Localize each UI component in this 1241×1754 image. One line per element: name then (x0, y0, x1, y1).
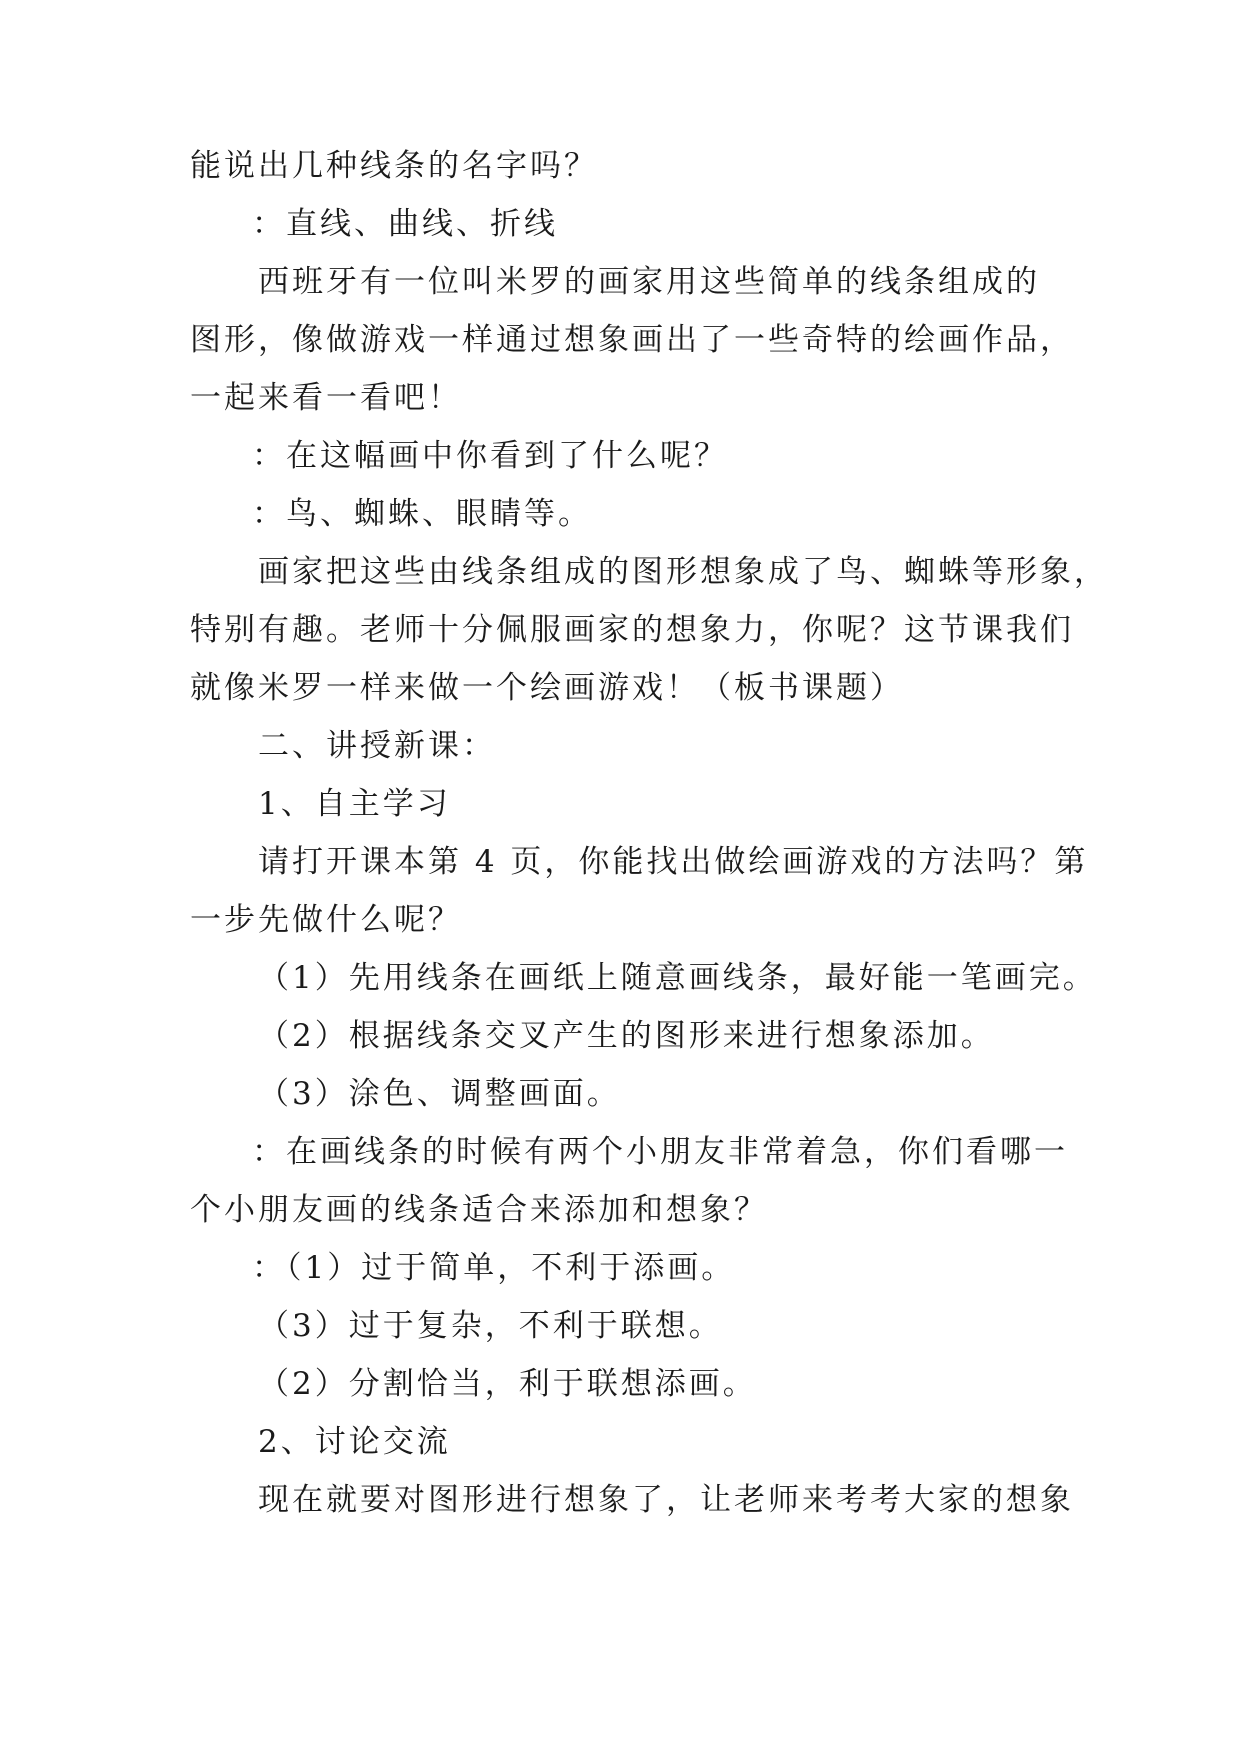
section-heading: 二、讲授新课： (258, 728, 496, 764)
text-line: 个小朋友画的线条适合来添加和想象？ (190, 1192, 768, 1228)
text-line: 一步先做什么呢？ (190, 902, 462, 938)
text-line: 画家把这些由线条组成的图形想象成了鸟、蜘蛛等形象， (258, 554, 1108, 590)
text-line: （3）过于复杂，不利于联想。 (258, 1308, 723, 1344)
text-line: 特别有趣。老师十分佩服画家的想象力，你呢？这节课我们 (190, 612, 1074, 648)
text-line: 能说出几种线条的名字吗？ (190, 148, 598, 184)
text-line: ：直线、曲线、折线 (252, 206, 558, 242)
text-line: （2）根据线条交叉产生的图形来进行想象添加。 (258, 1018, 995, 1054)
text-line: ：在这幅画中你看到了什么呢？ (252, 438, 728, 474)
text-line: 图形，像做游戏一样通过想象画出了一些奇特的绘画作品， (190, 322, 1074, 358)
text-line: （2）分割恰当，利于联想添画。 (258, 1366, 757, 1402)
text-line: 就像米罗一样来做一个绘画游戏！（板书课题） (190, 670, 904, 706)
subsection-heading: 1、自主学习 (258, 786, 451, 822)
text-line: ：鸟、蜘蛛、眼睛等。 (252, 496, 592, 532)
text-line: （1）先用线条在画纸上随意画线条，最好能一笔画完。 (258, 960, 1097, 996)
text-line: 西班牙有一位叫米罗的画家用这些简单的线条组成的 (258, 264, 1040, 300)
text-line: ：（1）过于简单，不利于添画。 (252, 1250, 736, 1286)
text-line: 现在就要对图形进行想象了，让老师来考考大家的想象 (258, 1482, 1074, 1518)
text-line: ：在画线条的时候有两个小朋友非常着急，你们看哪一 (252, 1134, 1068, 1170)
text-line: （3）涂色、调整画面。 (258, 1076, 621, 1112)
text-line: 一起来看一看吧！ (190, 380, 462, 416)
text-line: 请打开课本第 4 页，你能找出做绘画游戏的方法吗？第 (258, 844, 1089, 880)
subsection-heading: 2、讨论交流 (258, 1424, 451, 1460)
